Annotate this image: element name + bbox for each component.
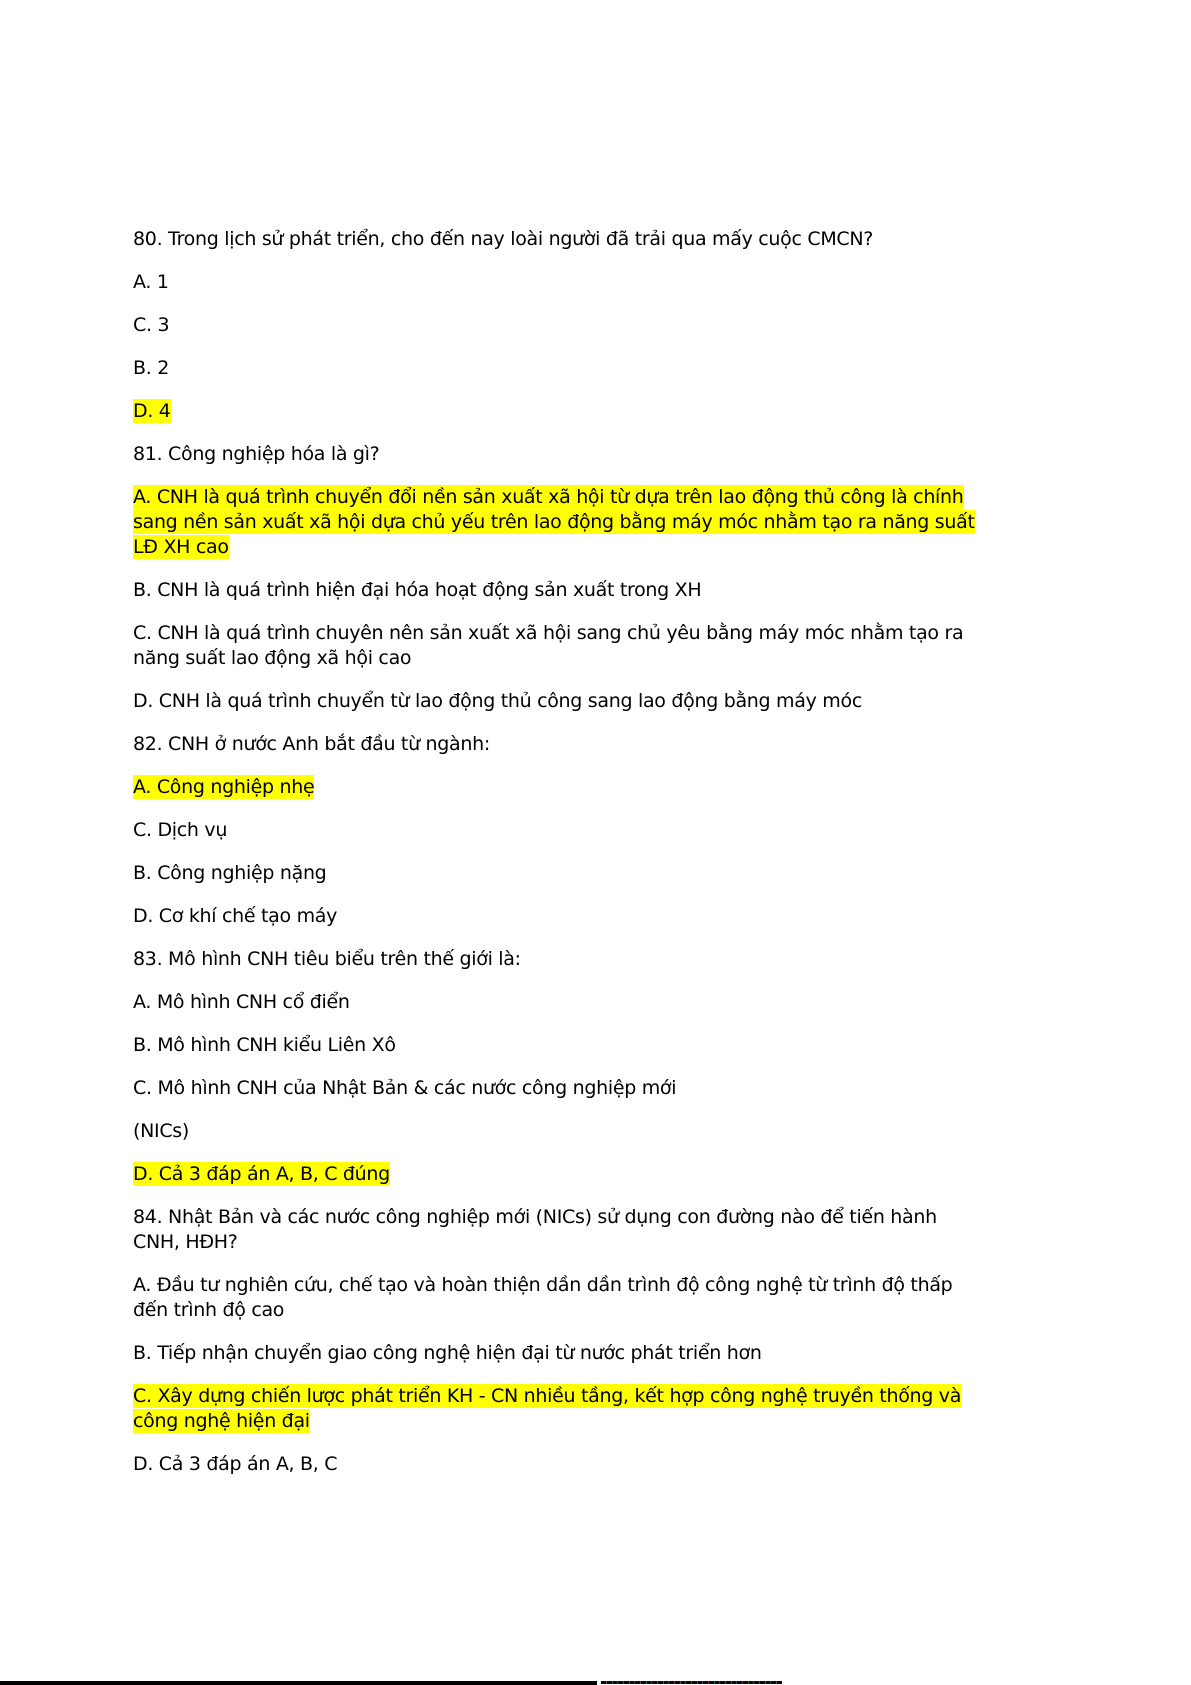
question-label: 83. Mô hình CNH tiêu biểu trên thế giới là: bbox=[133, 948, 521, 970]
answer-option bbox=[133, 399, 981, 424]
answer-option-text: B. Công nghiệp nặng bbox=[133, 862, 327, 884]
answer-option bbox=[133, 1162, 981, 1187]
answer-option bbox=[133, 1076, 981, 1101]
answer-option bbox=[133, 270, 981, 295]
answer-option-text: C. 3 bbox=[133, 314, 170, 336]
answer-option bbox=[133, 904, 981, 929]
answer-option bbox=[133, 1119, 981, 1144]
answer-option-highlighted: D. Cả 3 đáp án A, B, C đúng bbox=[133, 1163, 390, 1185]
answer-option-text: D. Cơ khí chế tạo máy bbox=[133, 905, 338, 927]
answer-option bbox=[133, 1452, 981, 1477]
answer-option bbox=[133, 1341, 981, 1366]
answer-option-text: A. Đầu tư nghiên cứu, chế tạo và hoàn thiện dần dần trình độ công nghệ từ trình độ thấp đến trình độ cao bbox=[133, 1274, 953, 1321]
answer-option bbox=[133, 861, 981, 886]
quiz-document bbox=[133, 227, 981, 1495]
question-text bbox=[133, 442, 981, 467]
answer-option bbox=[133, 578, 981, 603]
answer-option-text: B. Tiếp nhận chuyển giao công nghệ hiện đại từ nước phát triển hơn bbox=[133, 1342, 762, 1364]
answer-option bbox=[133, 990, 981, 1015]
answer-option-text: B. Mô hình CNH kiểu Liên Xô bbox=[133, 1034, 396, 1056]
question-text bbox=[133, 732, 981, 757]
question-label: 81. Công nghiệp hóa là gì? bbox=[133, 443, 380, 465]
answer-option bbox=[133, 689, 981, 714]
answer-option bbox=[133, 313, 981, 338]
answer-option bbox=[133, 356, 981, 381]
answer-option-text: B. 2 bbox=[133, 357, 170, 379]
answer-option-text: C. CNH là quá trình chuyên nên sản xuất xã hội sang chủ yêu bằng máy móc nhằm tạo ra năng suất lao động xã hội cao bbox=[133, 622, 964, 669]
answer-option bbox=[133, 1384, 981, 1434]
page-bottom-cutoff-dashes bbox=[601, 1681, 782, 1684]
answer-option-text: (NICs) bbox=[133, 1120, 190, 1142]
answer-option-text: A. 1 bbox=[133, 271, 169, 293]
question-text bbox=[133, 227, 981, 252]
question-label: 82. CNH ở nước Anh bắt đầu từ ngành: bbox=[133, 733, 490, 755]
answer-option-text: B. CNH là quá trình hiện đại hóa hoạt động sản xuất trong XH bbox=[133, 579, 702, 601]
answer-option bbox=[133, 1033, 981, 1058]
page-bottom-cutoff-bar bbox=[0, 1681, 597, 1685]
answer-option-highlighted: C. Xây dựng chiến lược phát triển KH - CN nhiều tầng, kết hợp công nghệ truyền thống và công nghệ hiện đại bbox=[133, 1385, 962, 1432]
answer-option-text: A. Mô hình CNH cổ điển bbox=[133, 991, 350, 1013]
answer-option bbox=[133, 1273, 981, 1323]
answer-option bbox=[133, 621, 981, 671]
question-label: 84. Nhật Bản và các nước công nghiệp mới (NICs) sử dụng con đường nào để tiến hành CNH, HĐH? bbox=[133, 1206, 937, 1253]
answer-option-text: C. Mô hình CNH của Nhật Bản & các nước công nghiệp mới bbox=[133, 1077, 677, 1099]
question-label: 80. Trong lịch sử phát triển, cho đến nay loài người đã trải qua mấy cuộc CMCN? bbox=[133, 228, 874, 250]
answer-option-highlighted: A. CNH là quá trình chuyển đổi nền sản xuất xã hội từ dựa trên lao động thủ công là chính sang nền sản xuất xã hội dựa chủ yếu trên lao động bằng máy móc nhằm tạo ra năng suất LĐ XH cao bbox=[133, 486, 975, 558]
answer-option-text: C. Dịch vụ bbox=[133, 819, 228, 841]
answer-option bbox=[133, 818, 981, 843]
answer-option-text: D. Cả 3 đáp án A, B, C bbox=[133, 1453, 338, 1475]
question-text bbox=[133, 947, 981, 972]
answer-option-highlighted: D. 4 bbox=[133, 400, 171, 422]
answer-option bbox=[133, 775, 981, 800]
question-text bbox=[133, 1205, 981, 1255]
answer-option bbox=[133, 485, 981, 560]
answer-option-text: D. CNH là quá trình chuyển từ lao động thủ công sang lao động bằng máy móc bbox=[133, 690, 862, 712]
answer-option-highlighted: A. Công nghiệp nhẹ bbox=[133, 776, 315, 798]
